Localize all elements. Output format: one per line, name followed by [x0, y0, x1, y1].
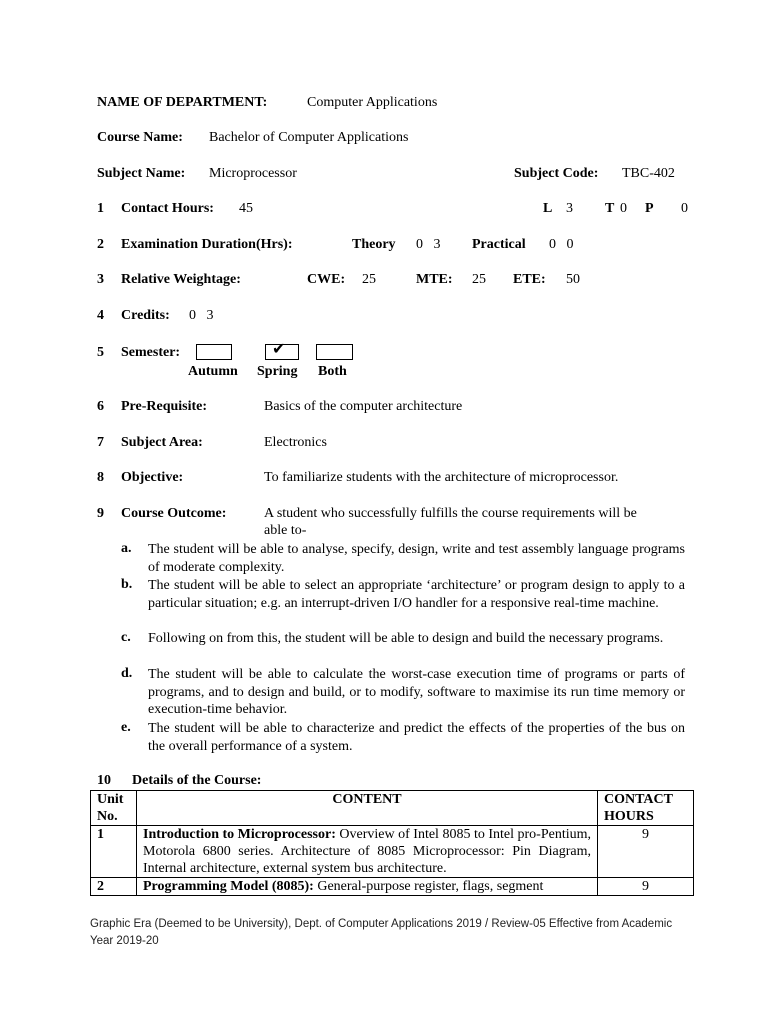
- course-outcome-intro-cont: able to-: [264, 523, 307, 538]
- contact-hours-label: Contact Hours:: [121, 201, 214, 216]
- subject-code-label: Subject Code:: [514, 166, 599, 181]
- subject-area-value: Electronics: [264, 435, 327, 450]
- footer-line: Year 2019-20: [90, 935, 159, 947]
- table-row: [91, 878, 694, 896]
- outcome-text: The student will be able to analyse, specify, design, write and test assembly language programs of moderate complexity.: [148, 542, 685, 575]
- page-footer: [90, 916, 690, 950]
- tutorial-value: 0: [620, 201, 627, 216]
- cwe-label: CWE:: [307, 272, 346, 287]
- mte-label: MTE:: [416, 272, 453, 287]
- outcome-item-e: [121, 720, 685, 755]
- outcome-item-c: [121, 630, 685, 648]
- subject-label: Subject Name:: [97, 166, 186, 181]
- mte-value: 25: [472, 272, 486, 287]
- ete-value: 50: [566, 272, 580, 287]
- autumn-checkbox[interactable]: [196, 344, 232, 360]
- prerequisite-value: Basics of the computer architecture: [264, 399, 463, 414]
- outcome-text: The student will be able to characterize and predict the effects of the properties of the bus on the overall performance of a system.: [148, 721, 685, 754]
- course-details-table: [90, 790, 694, 896]
- unit-cell: 2: [91, 878, 137, 896]
- table-row: [91, 826, 694, 878]
- item-number: 7: [97, 435, 104, 450]
- outcome-item-d: [121, 666, 685, 719]
- course-outcome-label: Course Outcome:: [121, 506, 227, 521]
- exam-duration-label: Examination Duration(Hrs):: [121, 237, 293, 252]
- item-number: 3: [97, 272, 104, 287]
- prerequisite-label: Pre-Requisite:: [121, 399, 208, 414]
- weightage-label: Relative Weightage:: [121, 272, 241, 287]
- outcome-text: The student will be able to select an appropriate ‘architecture’ or program design to apply to a particular situation; e.g. an interrupt-driven I/O handler for a responsive real-time machine.: [148, 578, 685, 611]
- outcome-letter: b.: [121, 577, 133, 592]
- course-outcome-intro: A student who successfully fulfills the course requirements will be: [264, 506, 637, 521]
- unit-cell: 1: [91, 826, 137, 878]
- item-number: 8: [97, 470, 104, 485]
- semester-label: Semester:: [121, 345, 181, 360]
- footer-line: Graphic Era (Deemed to be University), Dept. of Computer Applications 2019 / Review-05 Effective from Academic: [90, 918, 673, 930]
- hours-header: CONTACT HOURS: [598, 791, 694, 826]
- department-value: Computer Applications: [307, 95, 438, 110]
- unit-header: Unit No.: [91, 791, 137, 826]
- details-number: 10: [97, 773, 111, 788]
- content-title: Introduction to Microprocessor:: [143, 827, 336, 842]
- practical-exam-label: Practical: [472, 237, 526, 252]
- practical-label: P: [645, 201, 654, 216]
- objective-value: To familiarize students with the architecture of microprocessor.: [264, 470, 619, 485]
- lecture-label: L: [543, 201, 553, 216]
- practical-exam-value: 0 0: [549, 237, 574, 252]
- subject-code-value: TBC-402: [622, 166, 675, 181]
- outcome-text: The student will be able to calculate the worst-case execution time of programs or parts of programs, and to design and build, or to modify, software to maximise its run time memory or execution-time behavior.: [148, 667, 685, 717]
- subject-value: Microprocessor: [209, 166, 297, 181]
- course-value: Bachelor of Computer Applications: [209, 130, 409, 145]
- hours-cell: 9: [598, 878, 694, 896]
- both-checkbox[interactable]: [316, 344, 353, 360]
- theory-value: 0 3: [416, 237, 441, 252]
- content-text: General-purpose register, flags, segment: [317, 879, 544, 894]
- content-cell: [137, 826, 598, 878]
- item-number: 2: [97, 237, 104, 252]
- item-number: 6: [97, 399, 104, 414]
- outcome-letter: d.: [121, 666, 133, 681]
- theory-label: Theory: [352, 237, 396, 252]
- check-icon: ✔: [272, 339, 286, 358]
- item-number: 1: [97, 201, 104, 216]
- content-title: Programming Model (8085):: [143, 879, 314, 894]
- subject-area-label: Subject Area:: [121, 435, 203, 450]
- item-number: 5: [97, 345, 104, 360]
- outcome-letter: e.: [121, 720, 131, 735]
- spring-label: Spring: [257, 364, 298, 379]
- ete-label: ETE:: [513, 272, 546, 287]
- credits-value: 0 3: [189, 308, 214, 323]
- practical-value: 0: [681, 201, 688, 216]
- content-text: Overview of Intel 8085 to Intel pro-Pentium, Motorola 6800 series. Architecture of 8085 Microprocessor: Pin Diagram, Internal architecture, external system bus architecture.: [143, 827, 592, 876]
- tutorial-label: T: [605, 201, 615, 216]
- details-label: Details of the Course:: [132, 773, 262, 788]
- content-header: CONTENT: [137, 791, 598, 826]
- contact-hours-value: 45: [239, 201, 253, 216]
- hours-cell: 9: [598, 826, 694, 878]
- outcome-text: Following on from this, the student will be able to design and build the necessary programs.: [148, 631, 664, 646]
- credits-label: Credits:: [121, 308, 170, 323]
- department-label: NAME OF DEPARTMENT:: [97, 95, 268, 110]
- cwe-value: 25: [362, 272, 376, 287]
- outcome-letter: a.: [121, 541, 132, 556]
- item-number: 4: [97, 308, 104, 323]
- outcome-item-b: [121, 577, 685, 612]
- item-number: 9: [97, 506, 104, 521]
- course-label: Course Name:: [97, 130, 183, 145]
- lecture-value: 3: [566, 201, 573, 216]
- outcome-item-a: [121, 541, 685, 576]
- autumn-label: Autumn: [188, 364, 238, 379]
- table-header-row: [91, 791, 694, 826]
- objective-label: Objective:: [121, 470, 184, 485]
- both-label: Both: [318, 364, 347, 379]
- outcome-letter: c.: [121, 630, 131, 645]
- content-cell: [137, 878, 598, 896]
